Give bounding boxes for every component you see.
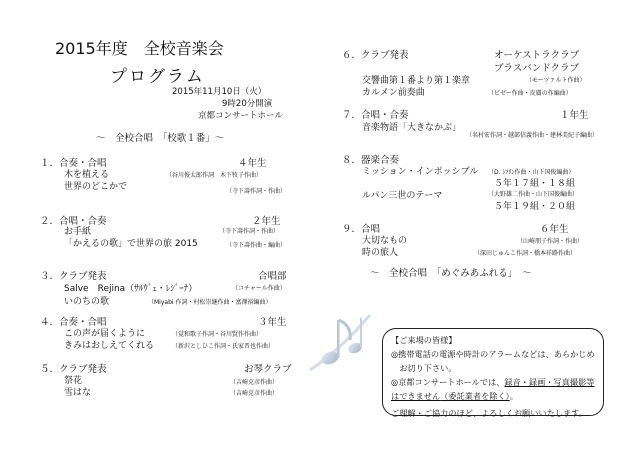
item-3-song-1: Salve Rejina（ｻﾙｳﾞｪ・ﾚｼﾞｰﾅ） [64,284,198,294]
item-8-heading: ８．器楽合奏 [342,155,400,166]
concert-title: 2015年度 全校音楽会 [55,39,224,58]
item-5-song-1: 祭花 [64,376,83,386]
item-9-grade: ６年生 [540,224,569,235]
item-3-song-2: いのちの歌 [64,297,110,307]
notice-line-4a: はできません [391,391,441,401]
item-8-class-2: ５年１９組・２０組 [494,202,576,212]
notice-line-4 [391,389,595,403]
program-heading: プログラム [110,67,205,87]
item-5-credit-2: （吉崎克彦作曲） [230,390,279,397]
item-3-credit-1: （コチャール作曲） [232,285,286,292]
item-6-group-2: ブラスバンドクラブ [494,63,580,74]
item-4-credit-1: （覚和歌子作詞・谷川賢作作曲） [172,331,263,338]
notice-thanks: ご理解・ご協力のほど、よろしくお願いいたします。 [391,408,587,418]
start-time: 9時20分開演 [222,99,273,109]
closing-chorus: ～ 全校合唱 「めぐみあふれる」 ～ [370,268,532,279]
concert-date: 2015年11月10日（火） [172,87,267,97]
item-3-heading: ３．クラブ発表 [40,271,107,282]
item-7-heading: ７．合唱・合奏 [342,110,409,121]
item-9-song-2: 時の旅人 [362,248,399,258]
notice-line-3a: ◎京都コンサートホールでは、 [391,377,505,387]
item-4-song-1: この声が届くように [64,329,146,339]
item-2-heading: ２．合唱・合奏 [40,216,107,227]
item-2-credit-1: （寺下壽作詞・作曲） [219,228,280,235]
item-4-song-2: きみはおしえてくれる [64,341,155,351]
item-5-grade: お琴クラブ [244,364,292,375]
notice-line-3b: 録音・録画・写真撮影等 [504,377,595,387]
notice-line-2: お切り下さい。 [391,363,457,373]
item-1-song-2: 世界のどこかで [64,182,128,192]
item-6-heading: ６．クラブ発表 [342,50,409,61]
item-6-credit-2: （ビゼー作曲・皮膚の作編曲） [488,90,572,97]
item-9-credit-1: （山崎朋子作詞・作曲） [517,238,584,245]
item-3-grade: 合唱部 [258,271,287,282]
item-5-heading: ５．クラブ発表 [40,364,107,375]
item-5-credit-1: （吉崎克彦作曲） [230,379,279,386]
notice-line-1: ◎携帯電話の電源や時計のアラームなどは、あらかじめ [391,349,595,359]
item-7-song: 音楽物語「大きなかぶ」 [362,123,462,133]
item-6-group-1: オーケストラクラブ [494,50,580,61]
notice-line-3 [391,375,595,389]
venue: 京都コンサートホール [198,111,283,121]
item-1-song-1: 木を植える [64,170,110,180]
item-2-song-1: お手紙 [64,227,92,237]
item-1-credit-1: （谷川俊太郎作詞 木下牧子作曲） [166,172,263,179]
item-8-credit-2: （大野雄二作曲・山下国俊編曲） [488,191,579,198]
item-9-credit-2: （深田じゅんこ作詞・橋本祥路作曲） [474,250,577,257]
item-2-credit-2: （寺下壽作曲・編曲） [226,242,287,249]
item-9-song-1: 大切なもの [362,236,408,246]
item-8-song-1: ミッション・インポッシブル [362,167,479,177]
item-8-song-2: ルパン三世のテーマ [362,191,443,201]
item-4-grade: ３年生 [258,317,287,328]
notice-line-4c: 。 [509,391,518,401]
notice-line-4b: （委託業者を除く） [440,391,510,401]
item-9-heading: ９．合唱 [342,224,381,235]
item-1-credit-2: （寺下壽作詞・作曲） [226,188,287,195]
notice-heading: 【ご来場の皆様】 [391,335,457,345]
item-1-grade: ４年生 [238,158,267,169]
item-5-song-2: 雪はな [64,388,92,398]
item-4-credit-2: （新沢としひこ作詞・氏家晋也作曲） [172,343,275,350]
item-2-song-2: 「かえるの歌」で世界の旅 2015 [64,239,198,249]
opening-chorus: ～ 全校合唱 「校歌１番」～ [96,133,225,144]
item-7-credit: （名村宏作詞・越部信義作曲・建林美紀子編曲） [466,132,599,139]
item-8-class-1: ５年１７組・１８組 [494,179,576,189]
item-6-song-1: 交響曲第１番より第１楽章 [362,76,471,86]
item-6-credit-1: （モーツァルト作曲） [526,77,586,84]
audience-notice [382,328,604,416]
item-6-song-2: カルメン前奏曲 [362,88,425,98]
item-4-heading: ４．合奏・合唱 [40,317,107,328]
item-2-grade: ２年生 [252,216,281,227]
item-3-credit-2: （Miyabi 作詞・村松崇継作曲・富澤裕編曲） [148,299,272,306]
music-notes-icon [300,300,380,380]
item-8-credit-1: （D. ｼﾌﾘﾝ作曲・山下国俊編曲） [488,169,575,176]
item-1-heading: １．合奏・合唱 [40,158,107,169]
item-7-grade: １年生 [560,110,589,121]
